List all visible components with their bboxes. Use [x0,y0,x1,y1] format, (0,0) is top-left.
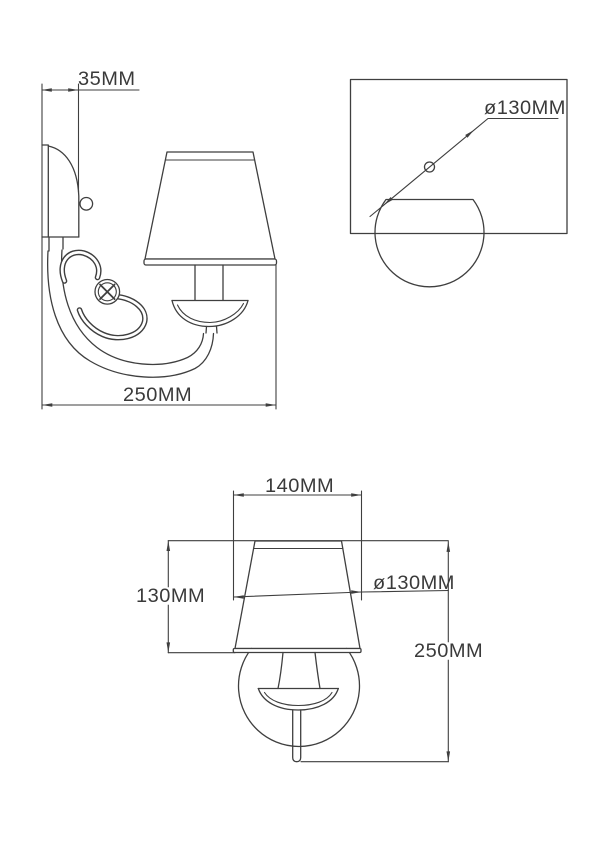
dim-label-shade-height: 130MM [133,587,208,604]
glass-globe [238,649,359,747]
dim-label-shade-diameter-top: ø130MM [484,97,566,119]
switch-knob [80,198,93,211]
front-view [167,491,451,762]
shade-bottom-band [144,259,277,265]
diameter-annotation [370,119,558,217]
wall-plate [42,145,93,237]
scroll-arm [48,250,214,377]
candle-socket-side [172,265,248,333]
flower-ornament [95,280,120,305]
lampshade-side [144,152,277,265]
dim-label-shade-width: 140MM [265,475,335,497]
dim-label-globe-diameter: ø130MM [373,572,455,594]
dim-label-overall-height: 250MM [411,642,486,659]
dimension-35mm [42,84,140,192]
dim-label-wall-offset: 35MM [78,68,136,90]
shade-top-outline [375,200,484,287]
side-view [42,84,277,409]
shade-bottom-band-front [233,649,361,653]
mounting-stem [49,238,63,252]
stem-rod [293,710,301,762]
saucer [258,689,338,711]
neck [278,653,320,689]
dim-label-overall-depth: 250MM [123,384,193,406]
